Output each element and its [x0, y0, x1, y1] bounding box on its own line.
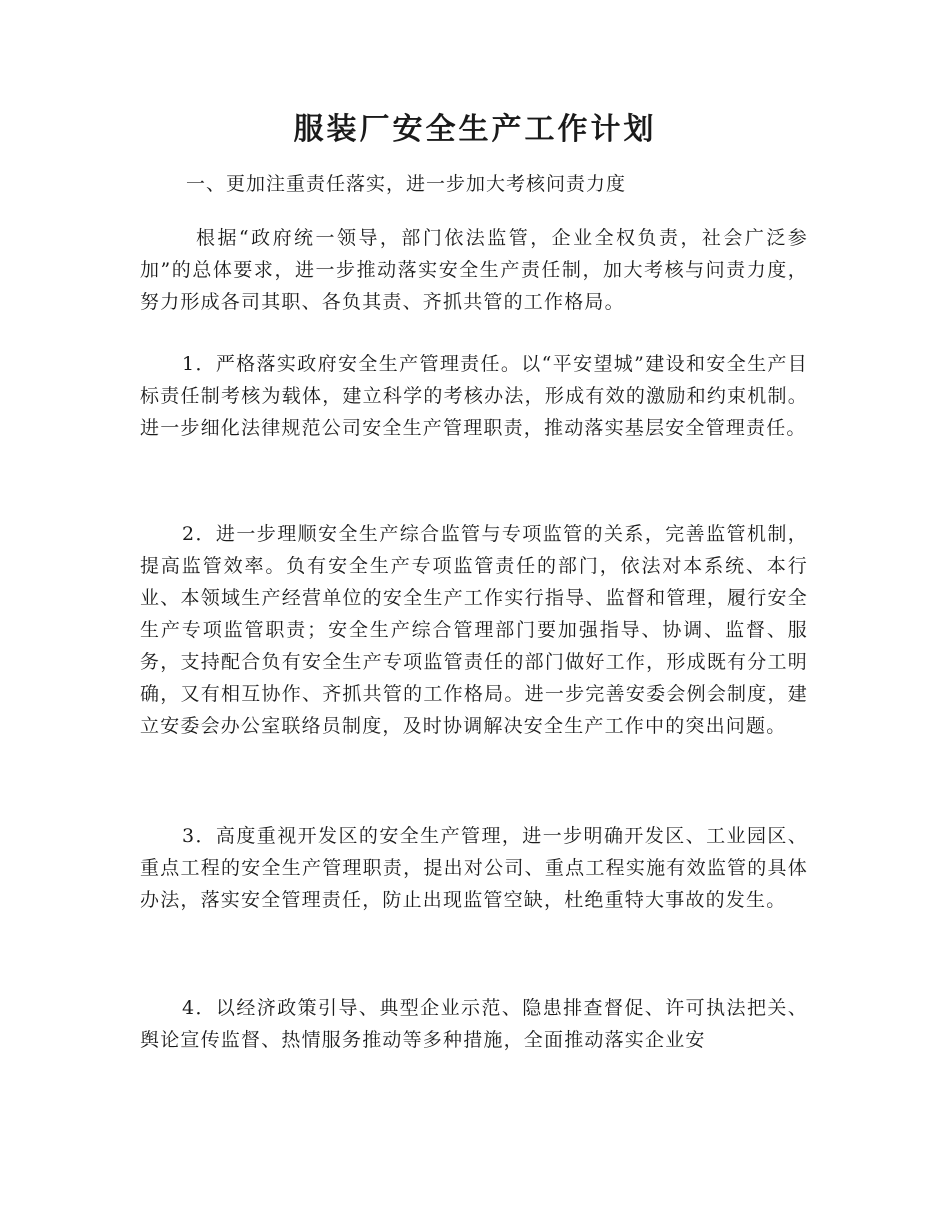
- paragraph-item-2: 2．进一步理顺安全生产综合监管与专项监管的关系，完善监管机制，提高监管效率。负有安全生产专项监管责任的部门，依法对本系统、本行业、本领域生产经营单位的安全生产工作实行指导、监督和管理，履行安全生产专项监管职责；安全生产综合管理部门要加强指导、协调、监督、服务，支持配合负有安全生产专项监管责任的部门做好工作，形成既有分工明确，又有相互协作、齐抓共管的工作格局。进一步完善安委会例会制度，建立安委会办公室联络员制度，及时协调解决安全生产工作中的突出问题。: [140, 523, 808, 737]
- paragraph-intro: 根据“政府统一领导，部门依法监管，企业全权负责，社会广泛参加”的总体要求，进一步推动落实安全生产责任制，加大考核与问责力度，努力形成各司其职、各负其责、齐抓共管的工作格局。: [140, 227, 808, 313]
- section-heading: 一、更加注重责任落实，进一步加大考核问责力度: [186, 173, 627, 195]
- document-title: 服装厂安全生产工作计划: [293, 112, 657, 147]
- paragraph-item-1: 1．严格落实政府安全生产管理责任。以“平安望城”建设和安全生产目标责任制考核为载体，建立科学的考核办法，形成有效的激励和约束机制。进一步细化法律规范公司安全生产管理职责，推动落实基层安全管理责任。: [140, 353, 808, 439]
- paragraph-item-3: 3．高度重视开发区的安全生产管理，进一步明确开发区、工业园区、重点工程的安全生产管理职责，提出对公司、重点工程实施有效监管的具体办法，落实安全管理责任，防止出现监管空缺，杜绝重特大事故的发生。: [140, 825, 808, 911]
- paragraph-item-4: 4．以经济政策引导、典型企业示范、隐患排查督促、许可执法把关、舆论宣传监督、热情服务推动等多种措施，全面推动落实企业安: [140, 997, 808, 1051]
